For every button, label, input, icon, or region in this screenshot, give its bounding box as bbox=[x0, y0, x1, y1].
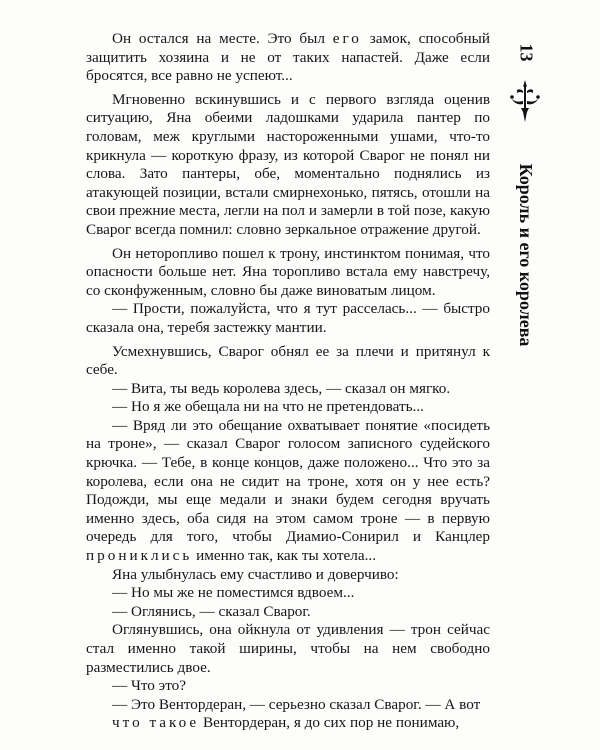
page-number: 13 bbox=[516, 43, 537, 62]
paragraph-14: — Это Вентордеран, — серьезно сказал Сварог. — А вот bbox=[112, 695, 481, 713]
spaced-emphasis: его bbox=[332, 30, 362, 47]
paragraph-5: Усмехнувшись, Сварог обнял ее за плечи и притянул к себе. bbox=[86, 342, 490, 379]
page-body-text bbox=[86, 30, 490, 733]
paragraph-10: — Но мы же не поместимся вдвоем... bbox=[112, 584, 355, 602]
paragraph-11: — Оглянись, — сказал Сварог. bbox=[112, 602, 311, 620]
paragraph-9: Яна улыбнулась ему счастливо и доверчиво: bbox=[112, 565, 399, 583]
spaced-emphasis: что такое bbox=[112, 714, 200, 732]
paragraph-6: — Вита, ты ведь королева здесь, — сказал он мягко. bbox=[112, 379, 451, 397]
paragraph-2: Мгновенно вскинувшись и с первого взгляда оценив ситуацию, Яна обеими ладошками ударила пантер по головам, меж круглыми настороженными ушами, что-то крикнула — короткую фразу, из которой Сварог не понял ни слова. Зато пантеры, обе, моментально поднялись из атакующей позиции, встали смирнехонько, пятясь, отошли на свои прежние места, легли на пол и замерли в той позе, какую Сварог всегда помнил: словно зеркальное отражение другой. bbox=[86, 90, 490, 238]
paragraph-3: Он неторопливо пошел к трону, инстинктом понимая, что опасности больше нет. Яна торопливо встала ему навстречу, со сконфуженным, словно бы даже виноватым лицом. bbox=[86, 244, 490, 299]
spaced-emphasis: прониклись bbox=[86, 547, 193, 565]
paragraph-7: — Но я же обещала ни на что не претендовать... bbox=[112, 398, 424, 416]
paragraph-12: Оглянувшись, она ойкнула от удивления — трон сейчас стал именно такой ширины, чтобы на нем свободно разместились двое. bbox=[86, 621, 490, 676]
paragraph-1: Он остался на месте. Это был его замок, способный защитить хозяина и не от таких напастей. Даже если бросятся, все равно не успеют... bbox=[86, 30, 490, 85]
book-title: Король и его королева bbox=[516, 163, 536, 347]
running-head bbox=[506, 0, 546, 750]
paragraph-8: — Вряд ли это обещание охватывает понятие «посидеть на троне», — сказал Сварог голосом записного судейского крючка. — Тебе, в конце концов, даже положено... Что это за королева, если она не сидит на троне, хотя он у нее есть? Подожди, мы еще медали и знаки будем сегодня вручать именно здесь, оба сидя на этом самом троне — в первую очередь для того, чтобы Диамио-Сонирил и Канцлер прониклись именно так, как ты хотела... bbox=[86, 416, 490, 565]
paragraph-15: что такое Вентордеран, я до сих пор не понимаю, bbox=[112, 714, 460, 732]
paragraph-4: — Прости, пожалуйста, что я тут расселась... — быстро сказала она, теребя застежку мантии. bbox=[86, 300, 490, 336]
paragraph-13: — Что это? bbox=[112, 677, 186, 695]
